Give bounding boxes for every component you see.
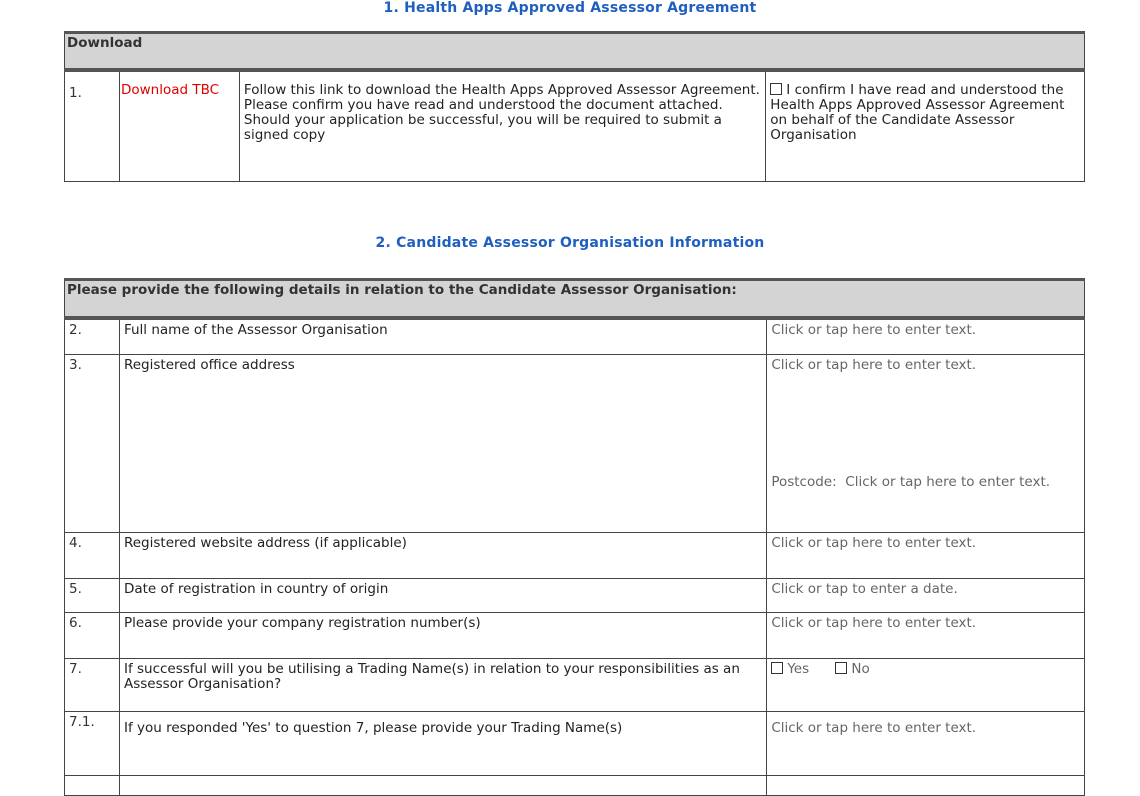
row-label: Full name of the Assessor Organisation bbox=[119, 318, 766, 355]
address-cell bbox=[767, 355, 1085, 533]
table-row bbox=[65, 776, 1085, 796]
organisation-name-input[interactable]: Click or tap here to enter text. bbox=[767, 318, 1085, 355]
table-row bbox=[65, 659, 1085, 712]
row-number: 1. bbox=[65, 70, 120, 182]
website-input[interactable]: Click or tap here to enter text. bbox=[767, 533, 1085, 579]
row-label: Registered office address bbox=[119, 355, 766, 533]
row-number: 6. bbox=[65, 613, 120, 659]
postcode-field[interactable] bbox=[771, 475, 1071, 490]
postcode-input[interactable]: Click or tap here to enter text. bbox=[845, 474, 1051, 490]
row-label: If successful will you be utilising a Trading Name(s) in relation to your responsibilities as an Assessor Organisation? bbox=[119, 659, 766, 712]
agreement-table bbox=[64, 31, 1085, 182]
table-row bbox=[65, 533, 1085, 579]
confirm-checkbox[interactable] bbox=[770, 83, 782, 95]
trading-name-choice bbox=[767, 659, 1085, 712]
row-number: 5. bbox=[65, 579, 120, 613]
table-row bbox=[65, 318, 1085, 355]
row-label bbox=[119, 776, 766, 796]
registration-date-picker[interactable]: Click or tap to enter a date. bbox=[767, 579, 1085, 613]
organisation-header: Please provide the following details in relation to the Candidate Assessor Organisation: bbox=[65, 280, 1085, 318]
table-row bbox=[65, 712, 1085, 776]
table-row bbox=[65, 355, 1085, 533]
yes-label: Yes bbox=[787, 661, 810, 677]
download-description: Follow this link to download the Health Apps Approved Assessor Agreement. Please confirm you have read and understood the document attached. Should your application be successful, you will be required to submit a signed copy bbox=[239, 70, 765, 182]
no-label: No bbox=[851, 661, 870, 677]
download-header: Download bbox=[65, 33, 1085, 70]
row-value bbox=[767, 776, 1085, 796]
registration-number-input[interactable]: Click or tap here to enter text. bbox=[767, 613, 1085, 659]
row-label: Date of registration in country of origin bbox=[119, 579, 766, 613]
row-number: 7.1. bbox=[65, 712, 120, 776]
row-number bbox=[65, 776, 120, 796]
yes-checkbox[interactable] bbox=[771, 662, 783, 674]
row-label: Registered website address (if applicable) bbox=[119, 533, 766, 579]
download-link[interactable]: Download TBC bbox=[119, 70, 239, 182]
row-number: 7. bbox=[65, 659, 120, 712]
table-row bbox=[65, 579, 1085, 613]
section1-title: 1. Health Apps Approved Assessor Agreement bbox=[383, 0, 757, 16]
confirm-cell bbox=[766, 70, 1085, 182]
section2-title: 2. Candidate Assessor Organisation Information bbox=[375, 235, 765, 251]
organisation-table bbox=[64, 278, 1085, 796]
row-label: Please provide your company registration number(s) bbox=[119, 613, 766, 659]
row-label: If you responded 'Yes' to question 7, please provide your Trading Name(s) bbox=[119, 712, 766, 776]
confirm-label: I confirm I have read and understood the Health Apps Approved Assessor Agreement on behalf of the Candidate Assessor Organisation bbox=[770, 81, 1065, 143]
no-checkbox[interactable] bbox=[835, 662, 847, 674]
row-number: 4. bbox=[65, 533, 120, 579]
row-number: 3. bbox=[65, 355, 120, 533]
table-row bbox=[65, 613, 1085, 659]
row-number: 2. bbox=[65, 318, 120, 355]
address-input[interactable]: Click or tap here to enter text. bbox=[771, 357, 977, 373]
postcode-label: Postcode: bbox=[771, 474, 837, 490]
trading-name-input[interactable]: Click or tap here to enter text. bbox=[767, 712, 1085, 776]
